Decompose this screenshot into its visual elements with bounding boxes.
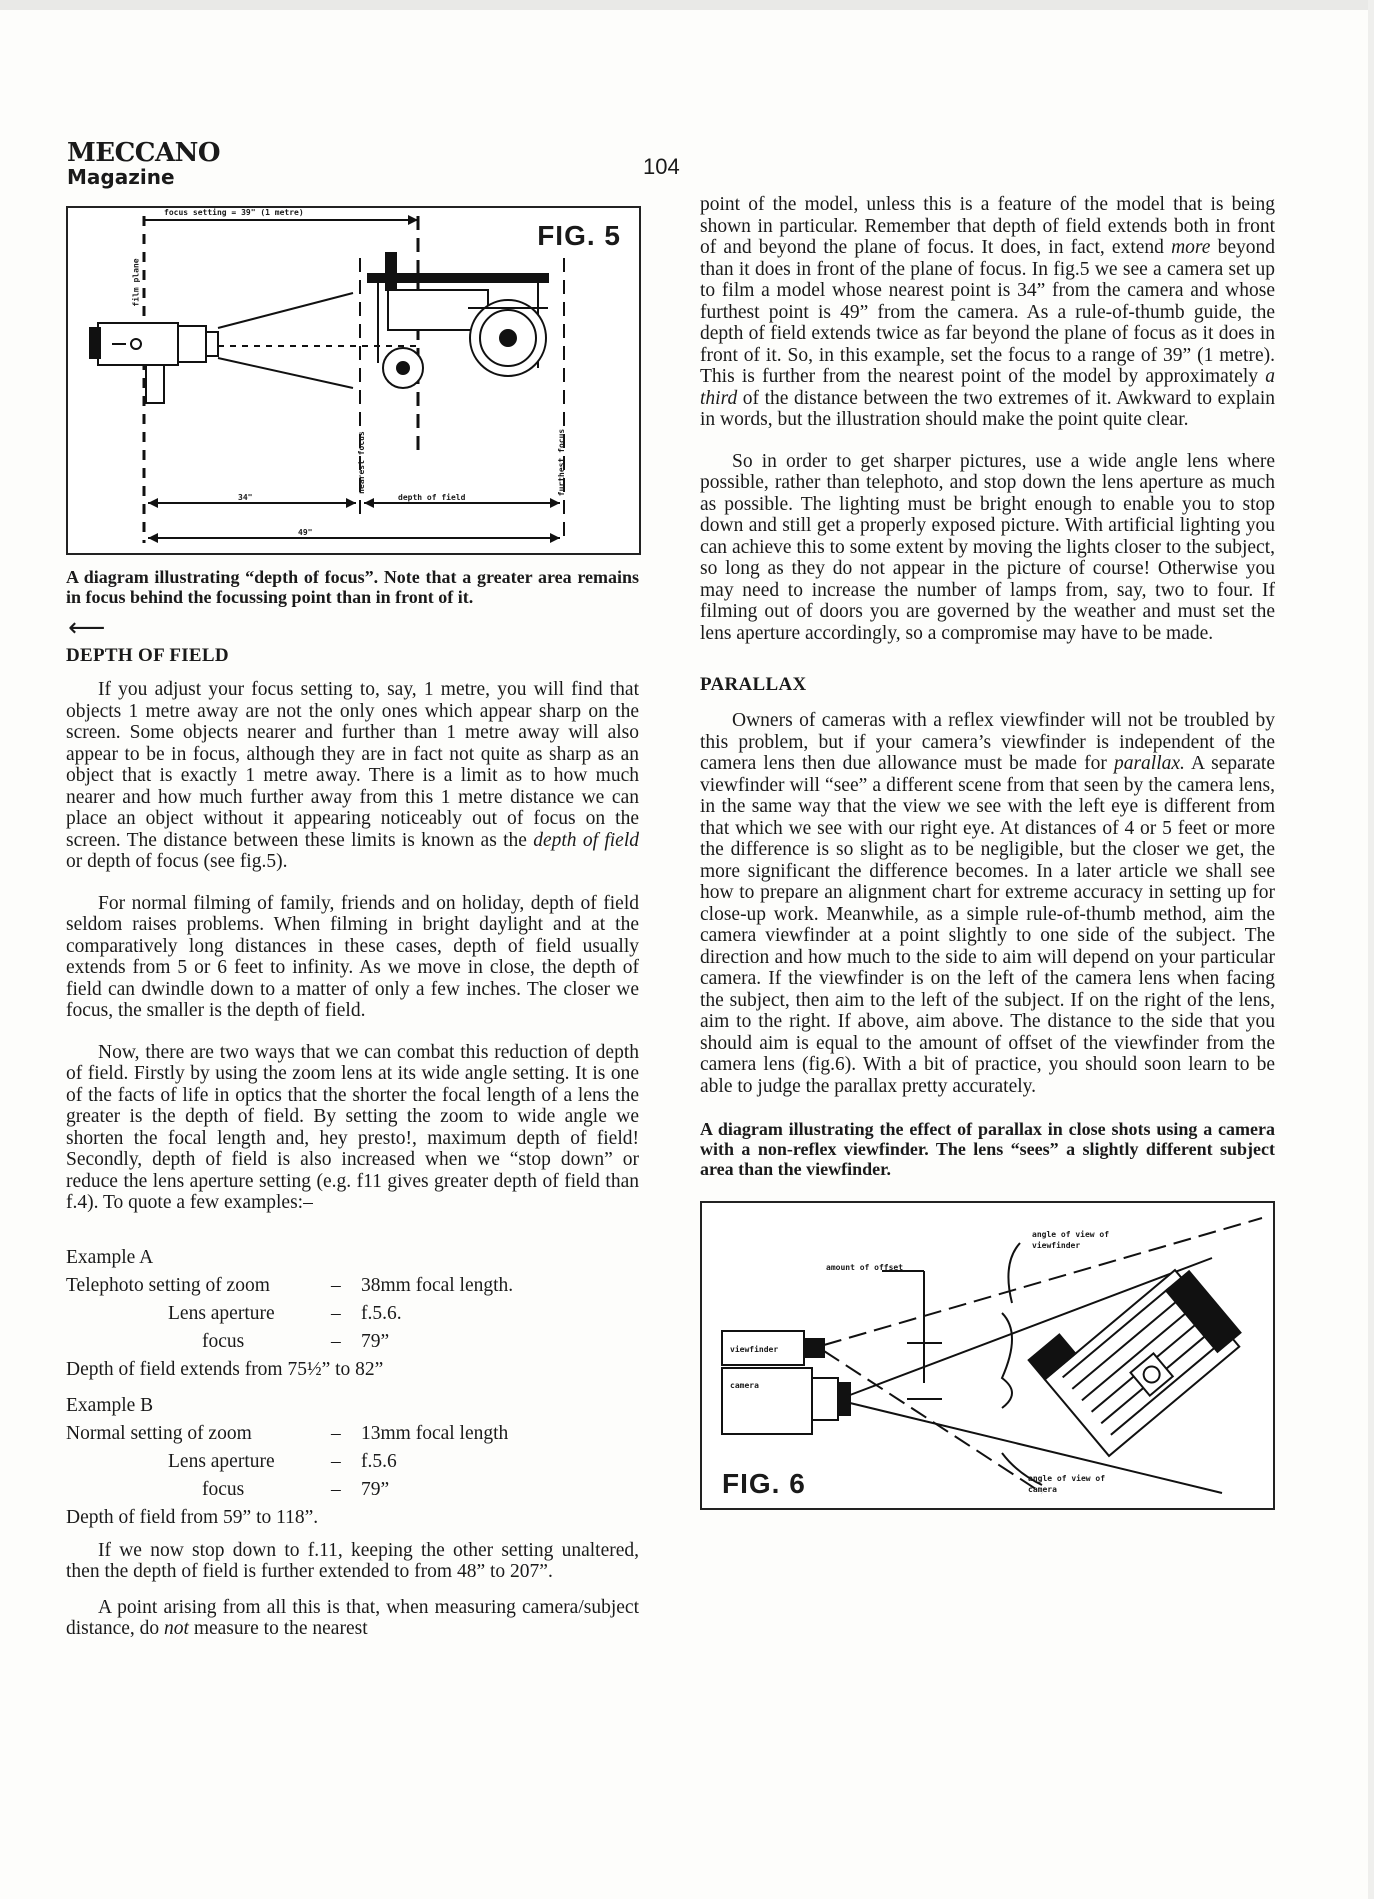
scan-right-edge [1368, 0, 1374, 1899]
paragraph: Now, there are two ways that we can combat this reduction of depth of field. Firstly by using the zoom lens at its wide angle setting. It is one of the facts of life in optics that the shorter the focal length of a lens the greater is the depth of field. By setting the zoom to wide angle we shorten the focal length and, hey presto!, maximum depth of field! Secondly, depth of field is also increased when we “stop down” or reduce the lens aperture setting (e.g. f11 gives greater depth of field than f.4). To quote a few examples:– [66, 1041, 639, 1213]
paragraph: A point arising from all this is that, when measuring camera/subject distance, do not measure to the nearest [66, 1596, 639, 1639]
page-number: 104 [643, 154, 680, 179]
left-column [66, 206, 639, 1660]
depth-of-field-diagram [68, 208, 639, 553]
paragraph: So in order to get sharper pictures, use a wide angle lens where possible, rather than telephoto, and stop down the lens aperture as much as possible. The lighting must be bright enough to enable you to stop down and still get a properly exposed picture. With artificial lighting you can achieve this to some extent by moving the lights closer to the subject, so long as they do not appear in the picture of course! Otherwise you may need to increase the number of lamps from, say, two to four. If filming out of doors you are governed by the weather and must set the lens aperture accordingly, so a compromise may have to be made. [700, 450, 1275, 644]
masthead [67, 140, 220, 187]
film-plane-label: film plane [131, 258, 141, 307]
paragraph: If you adjust your focus setting to, say, 1 metre, you will find that objects 1 metre away are not the only ones which appear sharp on the screen. Some objects nearer and further than 1 metre away will also appear to be in focus, although they are in fact not quite as sharp as an object that is exactly 1 metre away. There is a limit as to how much nearer and how much further away from this 1 metre distance we can place an object without it appearing noticeably out of focus on the screen. The distance between these limits is known as the depth of field or depth of focus (see fig.5). [66, 679, 640, 872]
left-arrow-icon: ⟵ [68, 613, 106, 643]
example-title: Example A [66, 1246, 154, 1268]
example-row: focus – 79” [202, 1330, 390, 1352]
paragraph: Owners of cameras with a reflex viewfinder will not be troubled by this problem, but if your camera’s viewfinder is independent of the camera lens then due allowance must be made for parallax. A separate viewfinder will “see” a different scene from that seen by the camera lens, in the same way that the view we see with the left eye is different from that which we see with our right eye. At distances of 4 or 5 feet or more the difference is so slight as to be negligible, but the closer we get, the more significant the difference becomes. In a later article we shall see how to prepare an alignment chart for extreme accuracy in setting up for close-up work. Meanwhile, as a simple rule-of-thumb method, aim the camera viewfinder at a point slightly to one side of the subject. The direction and how much to the side to aim will depend on your particular camera. If the viewfinder is on the left of the camera lens when facing the subject, then aim to the left of the subject. If on the right of the lens, aim to the right. If above, aim above. The distance to the side that you should aim is equal to the amount of offset of the viewfinder from the camera lens (fig.6). With a bit of practice, you should soon learn to be able to judge the parallax pretty accurately. [700, 710, 1275, 1097]
scan-top-edge [0, 0, 1374, 10]
example-row: Lens aperture – f.5.6. [168, 1302, 402, 1324]
example-row: Normal setting of zoom – 13mm focal length [66, 1422, 509, 1444]
figure-6-caption: A diagram illustrating the effect of parallax in close shots using a camera with a non-reflex viewfinder. The lens “sees” a slightly different subject area than the viewfinder. [700, 1119, 1275, 1179]
furthest-focus-label: furthest focus [557, 428, 567, 497]
fig6-title: FIG. 6 [722, 1468, 806, 1499]
masthead-subtitle: Magazine [67, 165, 175, 189]
masthead-title: MECCANO [67, 138, 221, 168]
right-column [700, 194, 1275, 1510]
dimension-34-label: 34" [238, 493, 253, 502]
fig5-title: FIG. 5 [537, 220, 621, 251]
paragraph: point of the model, unless this is a feature of the model that is being shown in particular. Remember that depth of field extends both in front of and beyond the plane of focus. It does, in fact, extend more beyond than it does in front of the plane of focus. In fig.5 we see a camera set up to film a model whose nearest point is 34” from the camera and whose furthest point is 49” from the camera. As a rule-of-thumb guide, the depth of field extends twice as far beyond the plane of focus as it does in front of it. So, in this example, set the focus to a range of 39” (1 metre). This is further from the nearest point of the model by approximately a third of the distance between the two extremes of it. Awkward to explain in words, but the illustration should make the point quite clear. [700, 194, 1276, 430]
paragraph: If we now stop down to f.11, keeping the other setting unaltered, then the depth of field is further extended to from 48” to 207”. [66, 1539, 639, 1582]
example-row: Lens aperture – f.5.6 [168, 1450, 397, 1472]
figure-5 [66, 206, 641, 555]
nearest-focus-label: nearest focus [356, 431, 366, 494]
example-row: Telephoto setting of zoom – 38mm focal length. [66, 1274, 514, 1296]
paragraph: For normal filming of family, friends and on holiday, depth of field seldom raises problems. When filming in bright daylight and at the comparatively long distances in these cases, depth of field usually extends from 5 or 6 feet to infinity. As we move in close, the depth of field can dwindle down to a matter of only a few inches. The closer we focus, the smaller is the depth of field. [66, 892, 639, 1021]
angle-of-view-camera-label: angle of view of camera [1028, 1474, 1106, 1494]
section-heading-parallax: PARALLAX [700, 674, 807, 695]
section-heading-depth-of-field: DEPTH OF FIELD [66, 645, 229, 666]
example-summary: Depth of field extends from 75½” to 82” [66, 1358, 384, 1380]
example-a [66, 1244, 639, 1384]
example-b [66, 1392, 639, 1532]
figure-6 [700, 1201, 1275, 1510]
parallax-diagram [702, 1203, 1273, 1508]
focus-setting-label: focus setting = 39" (1 metre) [164, 208, 304, 217]
amount-of-offset-label: amount of offset [826, 1263, 904, 1272]
example-row: focus – 79” [202, 1478, 390, 1500]
camera-label: camera [730, 1381, 759, 1390]
viewfinder-label: viewfinder [730, 1345, 779, 1354]
example-summary: Depth of field from 59” to 118”. [66, 1506, 319, 1528]
figure-5-caption: A diagram illustrating “depth of focus”. Note that a greater area remains in focus behind the focussing point than in front of it. [66, 567, 639, 607]
traction-engine-icon [368, 253, 548, 388]
movie-camera-icon [90, 323, 218, 403]
angle-of-view-viewfinder-label: angle of view of viewfinder [1032, 1230, 1110, 1250]
example-title: Example B [66, 1394, 154, 1416]
dimension-49-label: 49" [298, 528, 313, 537]
depth-of-field-label: depth of field [398, 493, 466, 502]
